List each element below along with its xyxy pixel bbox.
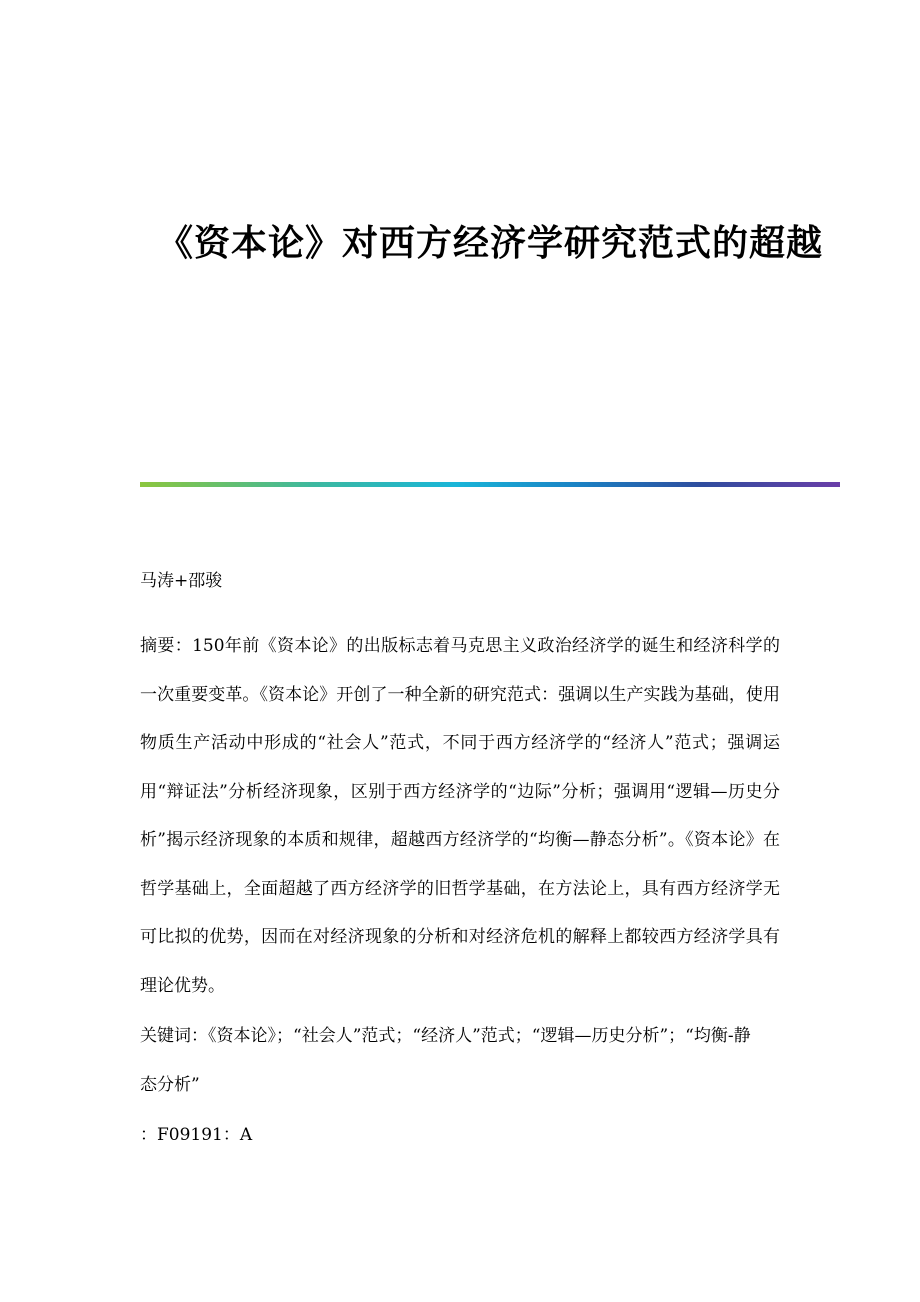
document-title: 《资本论》对西方经济学研究范式的超越 (156, 223, 823, 264)
classification-code: ：F09191：A (140, 1125, 253, 1145)
keywords: 关键词：《资本论》；“社会人”范式；“经济人”范式；“逻辑—历史分析”；“均衡-静态分析” (140, 1026, 751, 1095)
title-divider (140, 482, 840, 487)
authors: 马涛+邵骏 (140, 571, 223, 591)
abstract: 摘要：150年前《资本论》的出版标志着马克思主义政治经济学的诞生和经济科学的一次重要变革。《资本论》开创了一种全新的研究范式：强调以生产实践为基础，使用物质生产活动中形成的“社会人”范式，不同于西方经济学的“经济人”范式；强调运用“辩证法”分析经济现象，区别于西方经济学的“边际”分析；强调用“逻辑—历史分析”揭示经济现象的本质和规律，超越西方经济学的“均衡—静态分析”。《资本论》在哲学基础上，全面超越了西方经济学的旧哲学基础，在方法论上，具有西方经济学无可比拟的优势，因而在对经济现象的分析和对经济危机的解释上都较西方经济学具有理论优势。 (140, 636, 780, 996)
